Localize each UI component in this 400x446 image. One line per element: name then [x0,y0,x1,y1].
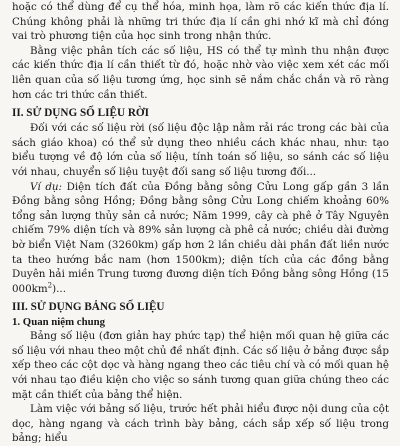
section-heading-data-table: III. SỬ DỤNG BẢNG SỐ LIỆU [12,301,165,314]
example-superscript: 2 [47,281,53,290]
paragraph-analysis: Bằng việc phân tích các số liệu, HS có thể tự mình thu nhận được các kiến thức địa lí cần thiết từ đó, hoặc nhờ vào việc xem xét các mối liên quan của số liệu tương ứng, học sinh sẽ nắm chắc chắn và rõ ràng hơn các tri thức cần thiết. [12,44,389,101]
subsection-heading-concept: 1. Quan niệm chung [12,316,105,329]
example-text: Diện tích đất của Đồng bằng sông Cửu Long gấp gần 3 lần Đồng bằng sông Hồng; Đồng bằng sông Cửu Long chiếm khoảng 60% tổng sản lượng thủy sản cả nước; Năm 1999, cây cà phê ở Tây Nguyên chiếm 79% diện tích và 89% sản lượng cà phê cả nước; chiều dài đường bờ biển Việt Nam (3260km) gấp hơn 2 lần chiều dài phần đất liền nước ta theo hướng bắc nam (hơn 1500km); diện tích của các đồng bằng Duyên hải miền Trung tương đương diện tích Đồng bằng sông Hồng (15 000km [12,180,390,295]
example-label: Ví dụ: [30,180,63,193]
section-heading-loose-data: II. SỬ DỤNG SỐ LIỆU RỜI [12,107,149,120]
paragraph-loose-data: Đối với các số liệu rời (số liệu độc lập nằm rải rác trong các bài của sách giáo khoa) có thể sử dụng theo nhiều cách khác nhau, như: tạo biểu tượng về độ lớn của số liệu, tính toán số liệu, so sánh các số liệu với nhau, chuyển số liệu tuyệt đối sang số liệu tương đối... [12,122,389,178]
paragraph-working-with-table: Làm việc với bảng số liệu, trước hết phải hiểu được nội dung của cột dọc, hàng ngang và cách trình bày bảng, cách sắp xếp số liệu trong bảng; hiểu [12,403,389,445]
example-end: )... [52,282,66,295]
paragraph-table-definition: Bảng số liệu (đơn giản hay phức tạp) thể hiện mối quan hệ giữa các số liệu với nhau theo một chủ đề nhất định. Các số liệu ở bảng được sắp xếp theo các cột dọc và hàng ngang theo các tiêu chí và có mối quan hệ với nhau tạo điều kiện cho việc so sánh tương quan giữa chúng theo các mặt cần thiết của bảng thể hiện. [12,330,389,401]
paragraph-intro-continued: hoặc có thể dùng để cụ thể hóa, minh họa, làm rõ các kiến thức địa lí. Chúng không phải là những tri thức địa lí cần ghi nhớ kĩ mà chỉ đóng vai trò phương tiện của học sinh trong nhận thức. [12,1,389,43]
paragraph-example [12,180,389,297]
